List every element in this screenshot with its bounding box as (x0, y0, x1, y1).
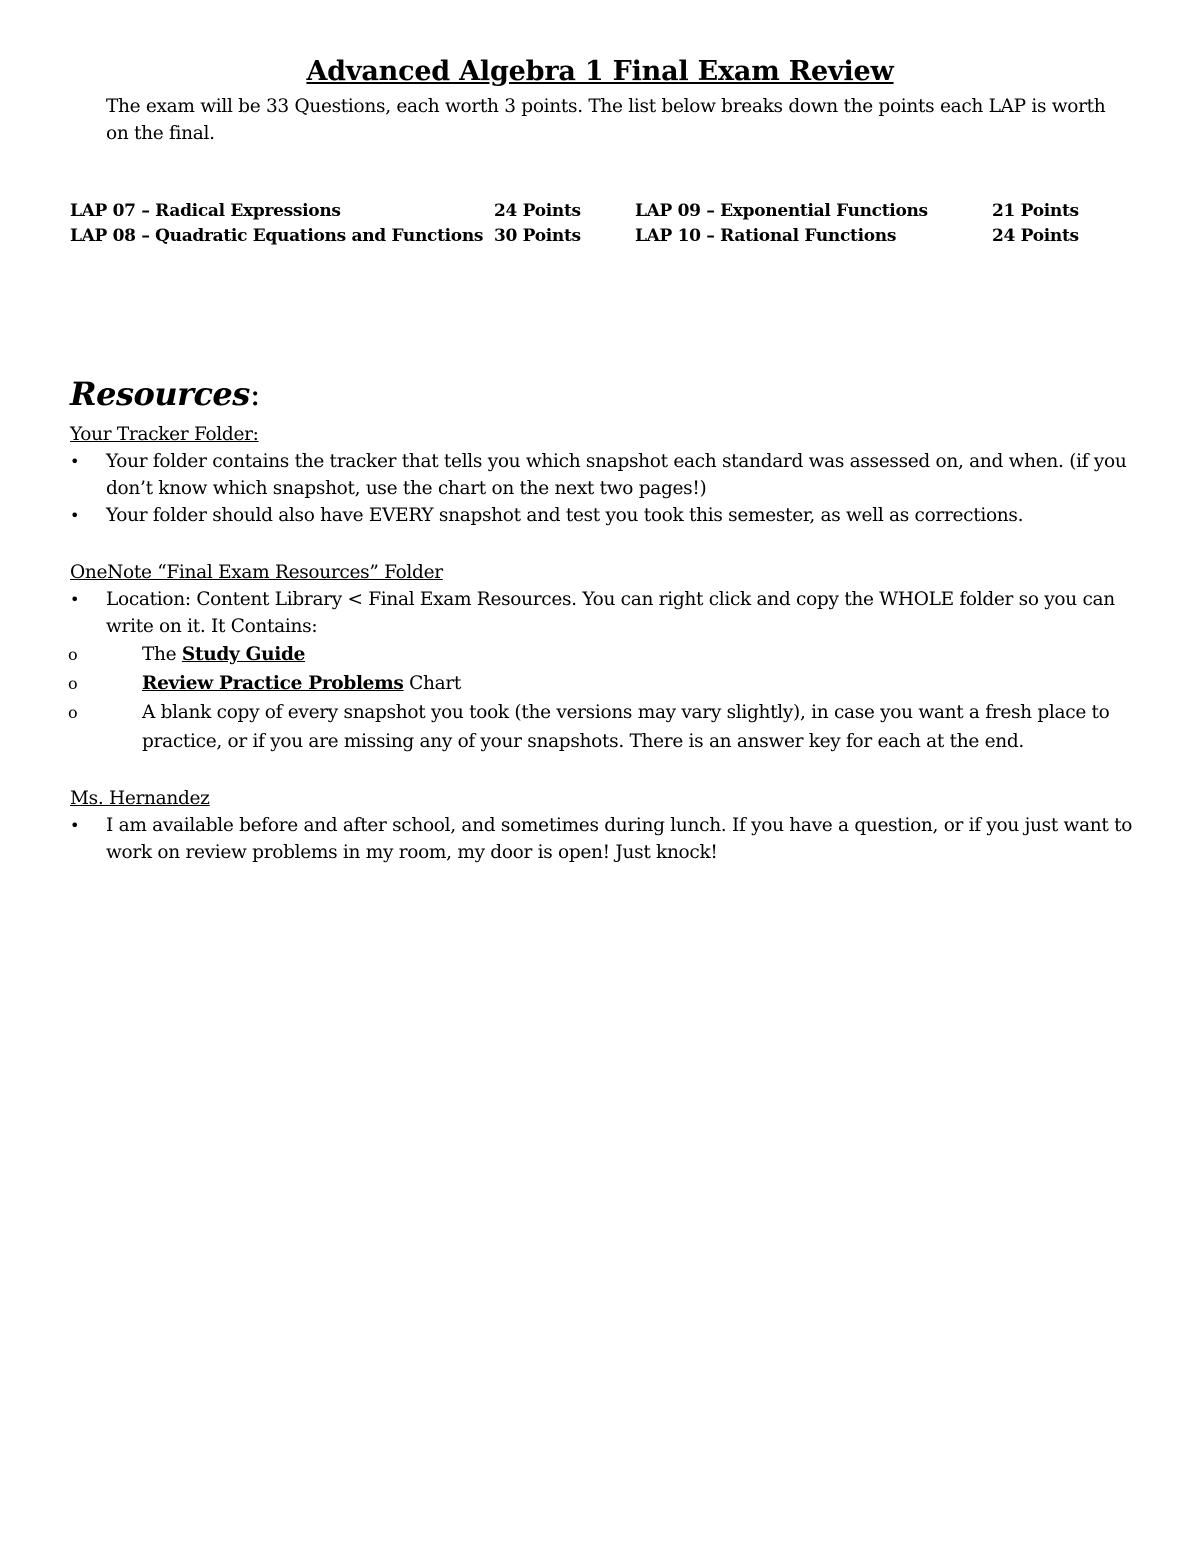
list-item-text: I am available before and after school, and sometimes during lunch. If you have a question, or if you just want to work on review problems in my room, my door is open! Just knock! (106, 815, 1133, 863)
resources-heading-colon: : (249, 375, 261, 413)
onenote-sub-list (68, 640, 1140, 756)
circle-bullet-icon: o (68, 674, 78, 693)
sub-list-item (68, 640, 1140, 669)
study-guide-link: Study Guide (181, 644, 306, 665)
list-item (70, 502, 1140, 529)
circle-bullet-icon: o (68, 645, 78, 664)
tracker-list (70, 448, 1140, 529)
teacher-heading: Ms. Hernandez (70, 788, 210, 809)
sub-list-item (68, 698, 1140, 756)
list-item-text: Location: Content Library < Final Exam Resources. You can right click and copy the WHOLE folder so you can write on it. It Contains: (106, 589, 1115, 637)
lap-points: 30 Points (494, 226, 581, 246)
onenote-heading: OneNote “Final Exam Resources” Folder (70, 562, 443, 583)
resources-heading-text: Resources (70, 375, 250, 413)
sub-item-text: A blank copy of every snapshot you took (the versions may vary slightly), in case you want a fresh place to practice, or if you are missing any of your snapshots. There is an answer key for each at the end. (142, 702, 1110, 752)
list-item-text: Your folder contains the tracker that tells you which snapshot each standard was assessed on, and when. (if you don’t know which snapshot, use the chart on the next two pages!) (106, 451, 1127, 499)
list-item (70, 448, 1140, 502)
onenote-list (70, 586, 1140, 756)
bullet-icon: • (70, 506, 80, 525)
tracker-section (70, 421, 1140, 529)
review-practice-problems-link: Review Practice Problems (142, 673, 404, 694)
lap-points: 24 Points (494, 201, 581, 221)
bullet-icon: • (70, 452, 80, 471)
circle-bullet-icon: o (68, 703, 78, 722)
intro-paragraph: The exam will be 33 Questions, each worth 3 points. The list below breaks down the points each LAP is worth on the final. (106, 96, 1106, 144)
bullet-icon: • (70, 590, 80, 609)
lap-name: LAP 09 – Exponential Functions (635, 201, 928, 221)
lap-name: LAP 07 – Radical Expressions (70, 201, 341, 221)
onenote-section (70, 559, 1140, 756)
lap-name: LAP 10 – Rational Functions (635, 226, 897, 246)
lap-points: 21 Points (992, 201, 1079, 221)
lap-name: LAP 08 – Quadratic Equations and Functions (70, 226, 484, 246)
page-title: Advanced Algebra 1 Final Exam Review (306, 56, 894, 87)
tracker-heading: Your Tracker Folder: (70, 424, 259, 445)
resources-heading (70, 375, 260, 413)
teacher-list (70, 812, 1140, 866)
list-item-text: Your folder should also have EVERY snapshot and test you took this semester, as well as corrections. (106, 505, 1024, 526)
list-item (70, 586, 1140, 756)
lap-row (70, 201, 1130, 226)
teacher-section (70, 785, 1140, 866)
lap-points-table (70, 201, 1130, 251)
list-item (70, 812, 1140, 866)
lap-points: 24 Points (992, 226, 1079, 246)
sub-item-prefix: The (142, 644, 182, 665)
sub-item-suffix: Chart (403, 673, 462, 694)
lap-row (70, 226, 1130, 251)
bullet-icon: • (70, 816, 80, 835)
sub-list-item (68, 669, 1140, 698)
